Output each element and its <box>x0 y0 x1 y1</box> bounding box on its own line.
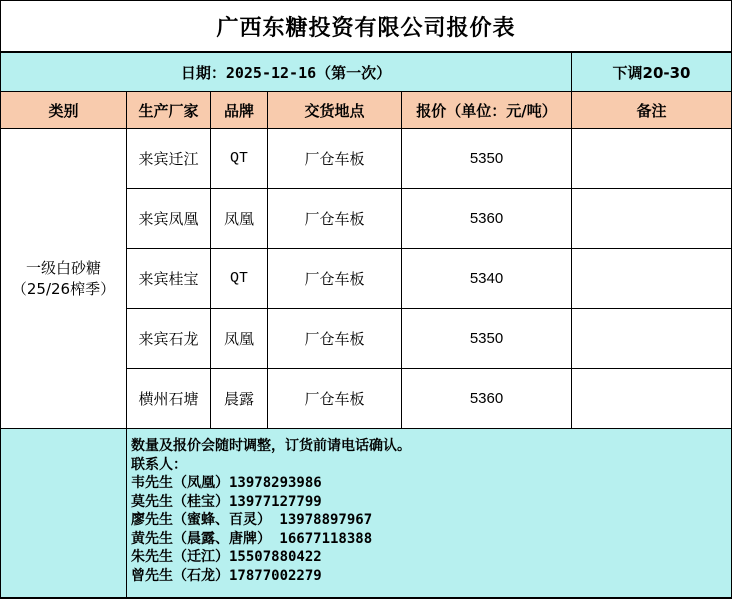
header-remarks: 备注 <box>572 92 732 129</box>
delivery-cell: 厂仓车板 <box>268 309 402 369</box>
remarks-cell <box>572 309 732 369</box>
page-title: 广西东糖投资有限公司报价表 <box>1 1 732 53</box>
price-cell: 5350 <box>402 309 572 369</box>
brand-cell: QT <box>211 129 268 189</box>
contact-line: 韦先生（凤凰）13978293986 <box>131 475 322 491</box>
header-delivery: 交货地点 <box>268 92 402 129</box>
header-price: 报价（单位：元/吨） <box>402 92 572 129</box>
notice-text: 数量及报价会随时调整，订货前请电话确认。 <box>131 438 411 454</box>
notes-block <box>127 429 732 598</box>
price-cell: 5340 <box>402 249 572 309</box>
price-cell: 5350 <box>402 129 572 189</box>
header-category: 类别 <box>1 92 127 129</box>
brand-cell: 凤凰 <box>211 189 268 249</box>
delivery-cell: 厂仓车板 <box>268 249 402 309</box>
price-cell: 5360 <box>402 369 572 429</box>
manufacturer-cell: 来宾桂宝 <box>127 249 211 309</box>
manufacturer-cell: 来宾迁江 <box>127 129 211 189</box>
contact-line: 莫先生（桂宝）13977127799 <box>131 493 322 510</box>
contact-label: 联系人： <box>131 456 187 473</box>
header-manufacturer: 生产厂家 <box>127 92 211 129</box>
notes-spacer <box>1 429 127 598</box>
remarks-cell <box>572 189 732 249</box>
manufacturer-cell: 来宾凤凰 <box>127 189 211 249</box>
category-cell <box>1 129 127 429</box>
contact-line: 朱先生（迁江）15507880422 <box>131 549 322 565</box>
price-adjustment-badge: 下调20-30 <box>572 52 732 92</box>
table-row <box>1 129 732 189</box>
category-season: （25/26榨季） <box>11 279 116 298</box>
brand-cell: QT <box>211 249 268 309</box>
delivery-cell: 厂仓车板 <box>268 189 402 249</box>
delivery-cell: 厂仓车板 <box>268 369 402 429</box>
brand-cell: 晨露 <box>211 369 268 429</box>
remarks-cell <box>572 369 732 429</box>
price-cell: 5360 <box>402 189 572 249</box>
manufacturer-cell: 横州石塘 <box>127 369 211 429</box>
contact-line: 黄先生（晨露、唐牌） 16677118388 <box>131 530 373 547</box>
delivery-cell: 厂仓车板 <box>268 129 402 189</box>
quote-date: 日期：2025-12-16（第一次） <box>1 52 572 92</box>
header-brand: 品牌 <box>211 92 268 129</box>
brand-cell: 凤凰 <box>211 309 268 369</box>
remarks-cell <box>572 129 732 189</box>
remarks-cell <box>572 249 732 309</box>
contact-line: 曾先生（石龙）17877002279 <box>131 567 322 584</box>
contact-line: 廖先生（蜜蜂、百灵） 13978897967 <box>131 512 373 528</box>
manufacturer-cell: 来宾石龙 <box>127 309 211 369</box>
category-name: 一级白砂糖 <box>25 258 101 277</box>
